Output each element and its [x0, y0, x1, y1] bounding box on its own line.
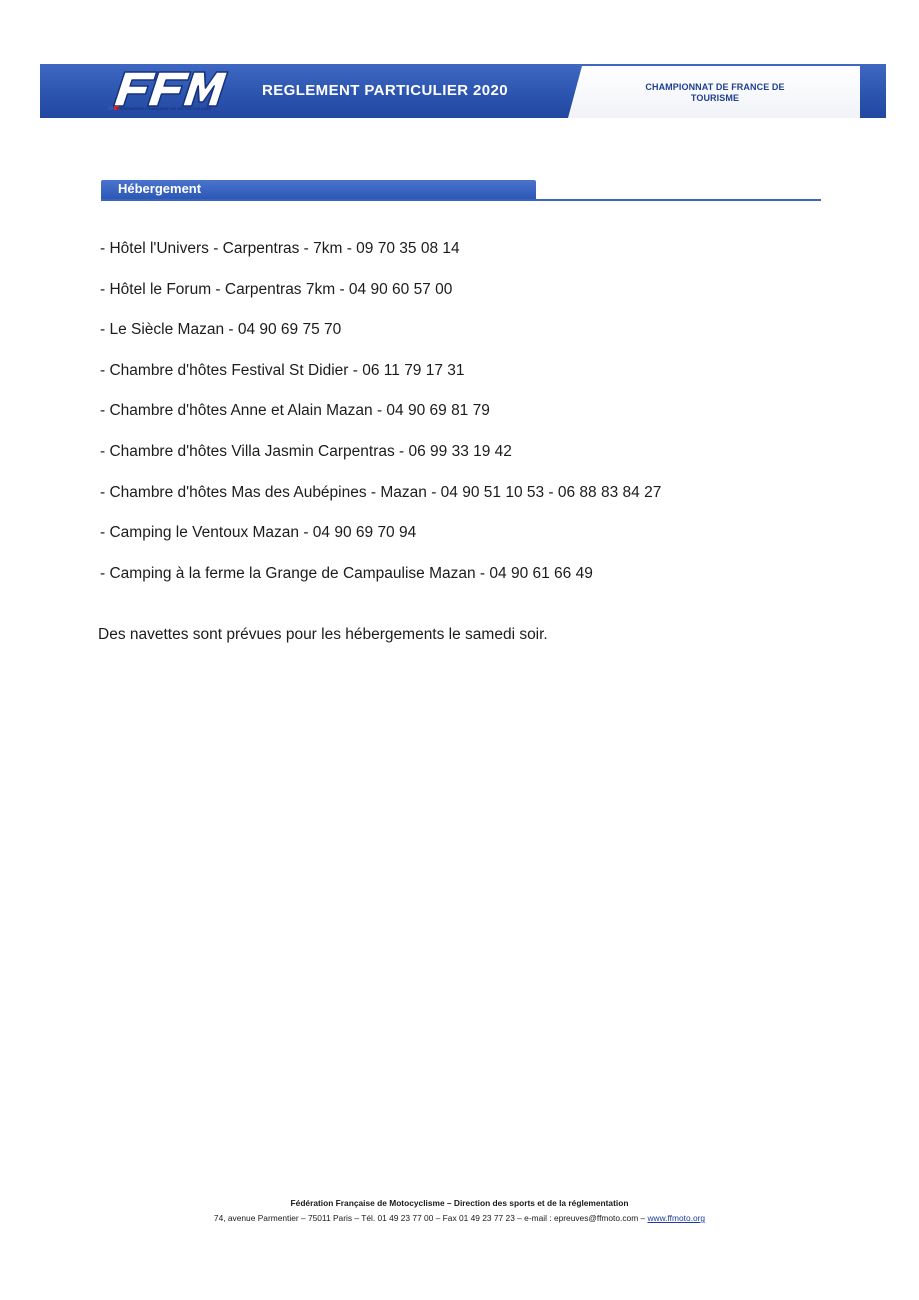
footer-organization: Fédération Française de Motocyclisme – Direction des sports et de la réglementation [290, 1198, 629, 1208]
section-title: Hébergement [118, 181, 202, 196]
footer-contact-text: 74, avenue Parmentier – 75011 Paris – Tél. 01 49 23 77 00 – Fax 01 49 23 77 23 – e-mail : epreuves@ffmoto.com – [213, 1213, 648, 1223]
logo-tagline: FÉDÉRATION FRANÇAISE DE MOTOCYCLISME [117, 106, 212, 111]
list-item: - Chambre d'hôtes Festival St Didier - 06 11 79 17 31 [100, 361, 465, 379]
list-item: - Hôtel le Forum - Carpentras 7km - 04 90 60 57 00 [100, 280, 453, 298]
website-link[interactable]: www.ffmoto.org [647, 1213, 706, 1223]
championship-line-2: TOURISME [690, 93, 740, 103]
list-item: - Chambre d'hôtes Mas des Aubépines - Mazan - 04 90 51 10 53 - 06 88 83 84 27 [100, 483, 662, 501]
accommodation-list [100, 239, 860, 604]
flag-blue-icon [108, 106, 113, 110]
championship-title [600, 82, 830, 104]
list-item: - Chambre d'hôtes Villa Jasmin Carpentras - 06 99 33 19 42 [100, 442, 512, 460]
page-title: REGLEMENT PARTICULIER 2020 [262, 82, 508, 99]
footer-address [0, 1213, 919, 1223]
list-item: - Chambre d'hôtes Anne et Alain Mazan - 04 90 69 81 79 [100, 402, 490, 420]
shuttle-note: Des navettes sont prévues pour les hébergements le samedi soir. [98, 626, 548, 643]
list-item: - Camping le Ventoux Mazan - 04 90 69 70 94 [100, 524, 417, 542]
list-item: - Le Siècle Mazan - 04 90 69 75 70 [100, 321, 342, 339]
list-item: - Hôtel l'Univers - Carpentras - 7km - 09 70 35 08 14 [100, 240, 460, 257]
list-item: - Camping à la ferme la Grange de Campaulise Mazan - 04 90 61 66 49 [100, 564, 593, 582]
section-divider [101, 199, 821, 201]
championship-line-1: CHAMPIONNAT DE FRANCE DE [645, 82, 785, 92]
